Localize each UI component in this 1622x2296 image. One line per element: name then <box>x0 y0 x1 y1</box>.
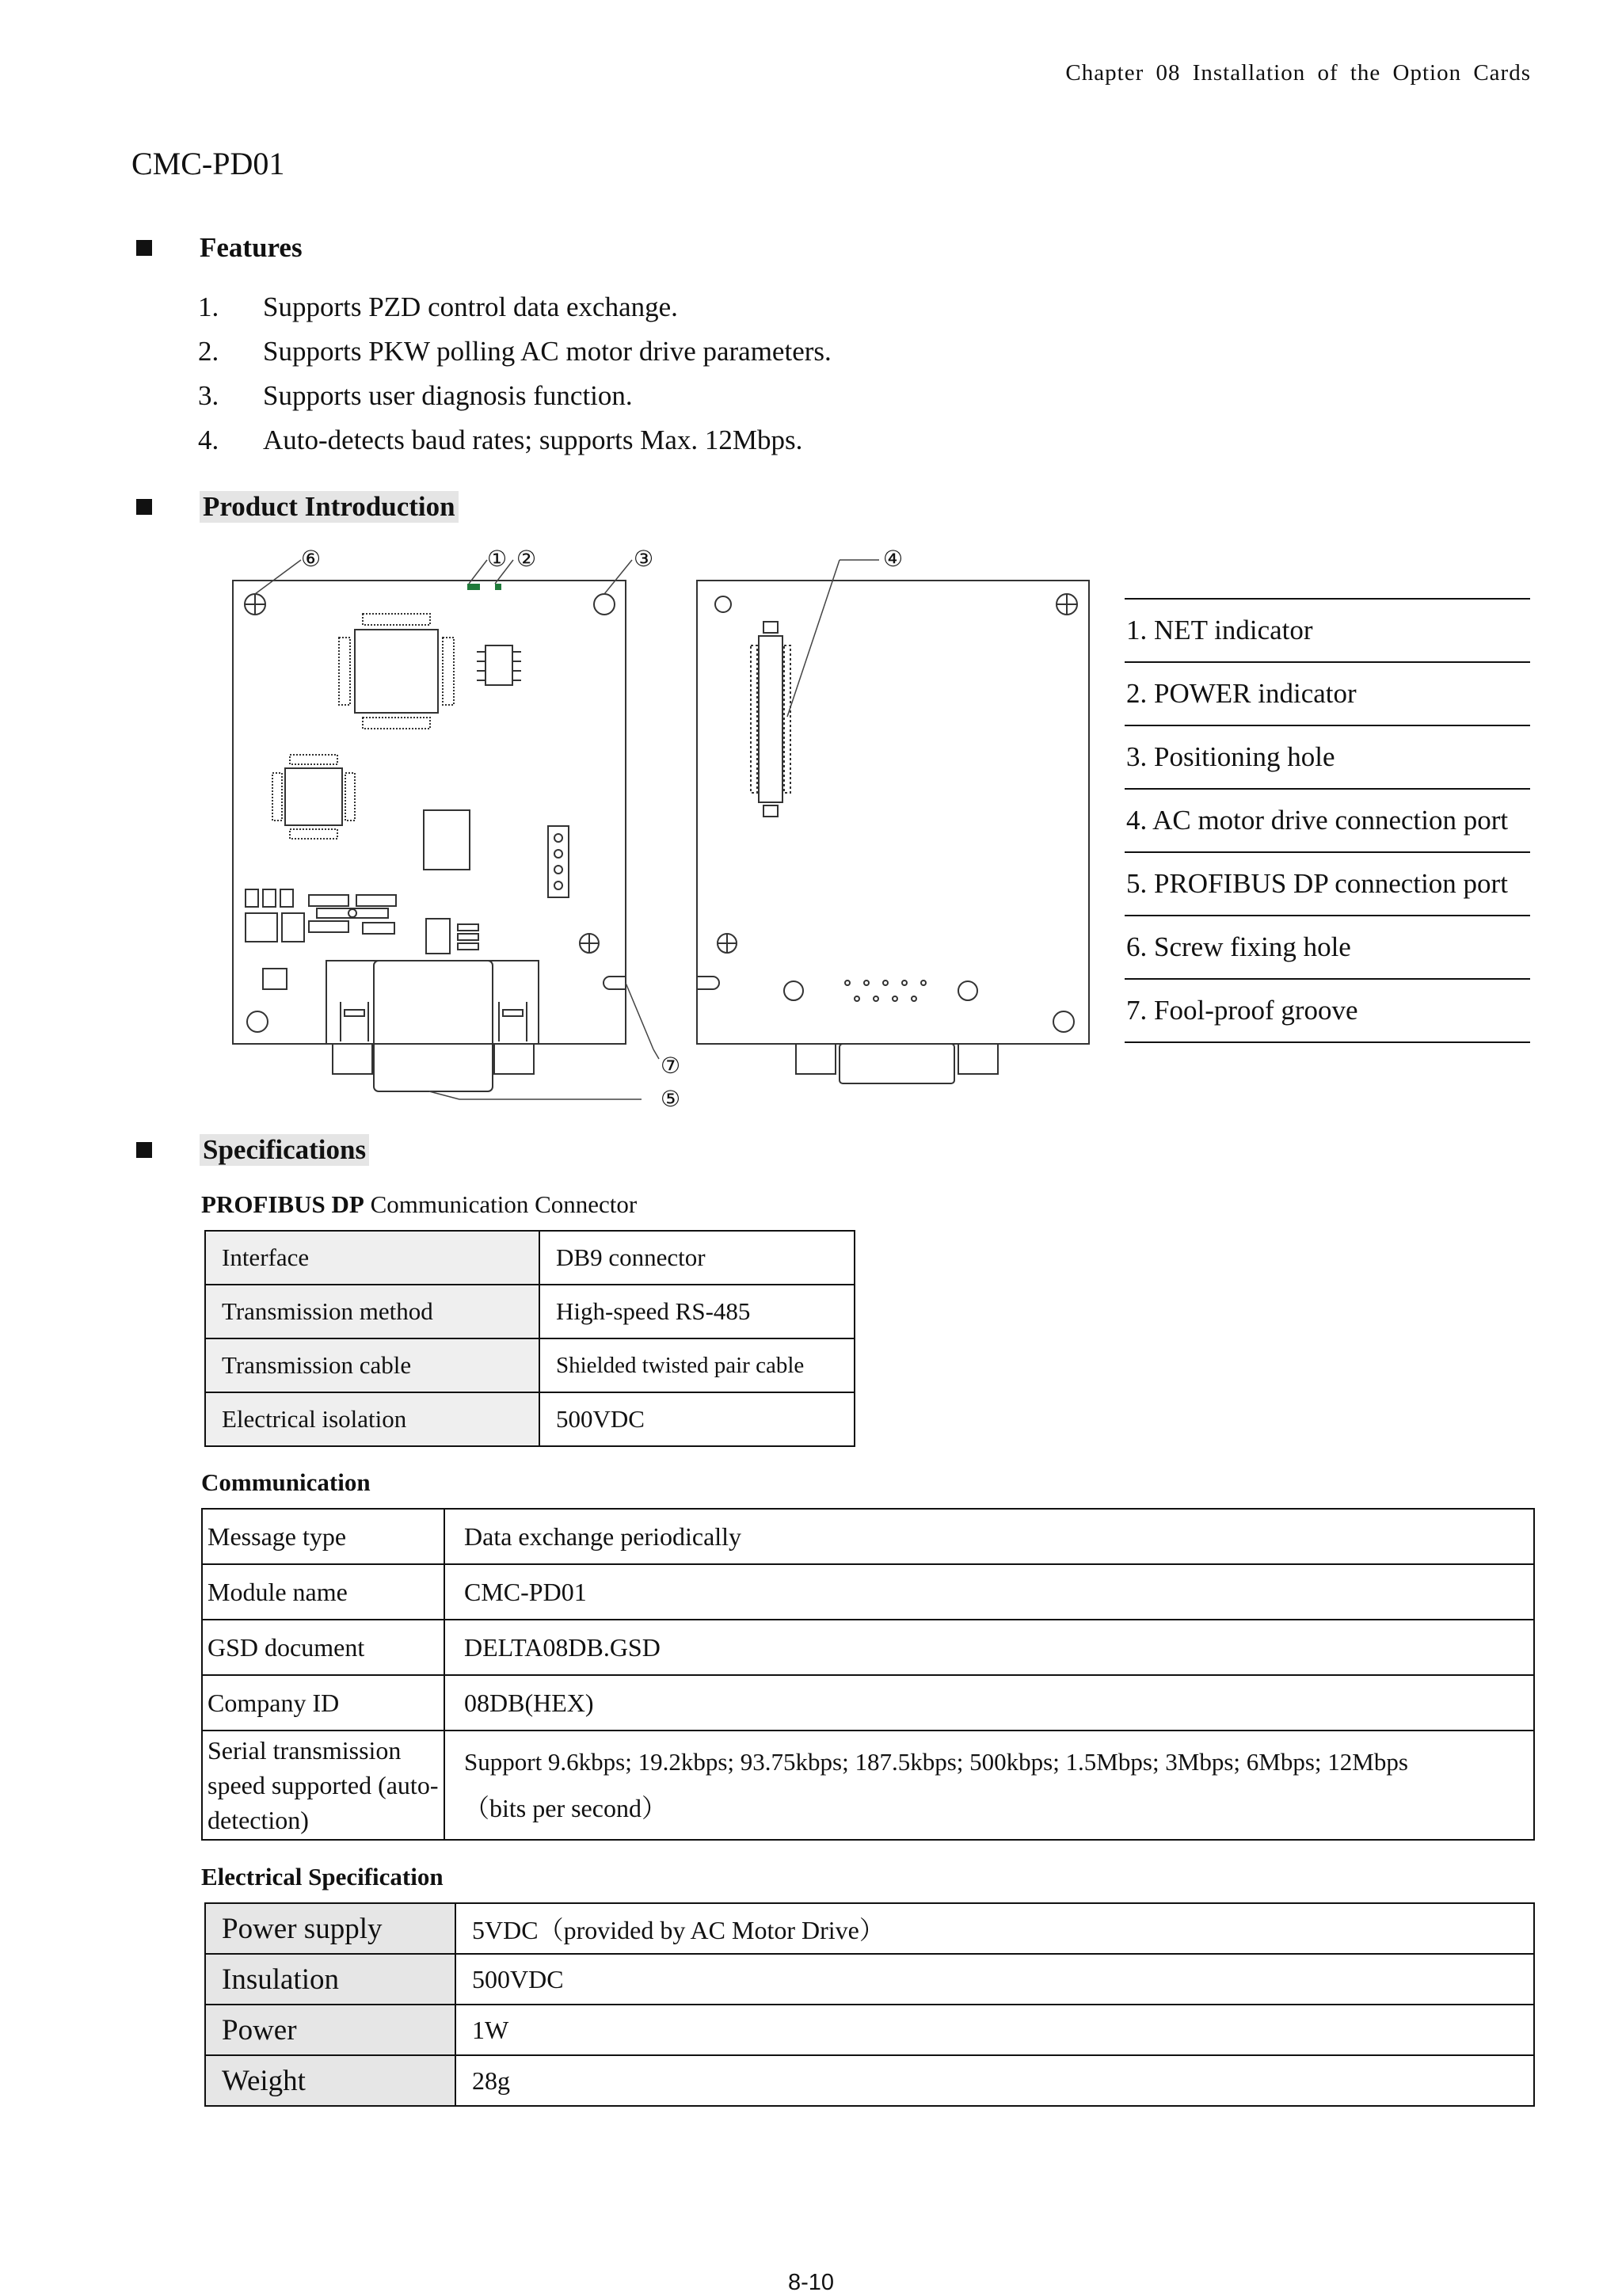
legend-item: 3. Positioning hole <box>1125 726 1530 790</box>
electrical-table-title: Electrical Specification <box>201 1863 444 1890</box>
table-value: 28g <box>455 2055 1534 2106</box>
legend-item: 4. AC motor drive connection port <box>1125 790 1530 853</box>
features-heading <box>136 232 303 264</box>
list-item <box>198 418 832 463</box>
specifications-heading <box>136 1134 369 1166</box>
table-value: DB9 connector <box>539 1231 855 1285</box>
component-legend <box>1125 598 1530 1043</box>
hole-icon <box>247 1011 268 1032</box>
screw-hole-icon <box>1057 594 1077 615</box>
callout-3: ③ <box>634 546 654 572</box>
ac-drive-connector-icon <box>751 622 790 817</box>
board-diagram <box>222 543 1109 1113</box>
table-key: Module name <box>202 1564 444 1620</box>
callout-2: ② <box>516 546 537 572</box>
left-board-outline <box>233 581 626 1044</box>
net-indicator-led <box>467 584 480 590</box>
table-row <box>205 1954 1534 2005</box>
table-row <box>205 1903 1534 1954</box>
square-bullet-icon <box>136 240 152 256</box>
item-number: 2. <box>198 336 219 367</box>
table-key: Serial transmission speed supported (auto-detection) <box>202 1731 444 1840</box>
table-row <box>202 1564 1534 1620</box>
legend-item: 6. Screw fixing hole <box>1125 916 1530 980</box>
leader-lines <box>255 560 879 1099</box>
square-bullet-icon <box>136 499 152 515</box>
table-row <box>202 1675 1534 1731</box>
table-key: Electrical isolation <box>205 1392 539 1446</box>
item-number: 1. <box>198 291 219 322</box>
communication-table <box>201 1508 1535 1841</box>
table-value: 08DB(HEX) <box>444 1675 1534 1731</box>
table-row <box>205 1338 855 1392</box>
table-row <box>205 1231 855 1285</box>
callout-5: ⑤ <box>661 1086 681 1112</box>
legend-item: 1. NET indicator <box>1125 600 1530 663</box>
electrical-table <box>204 1902 1535 2107</box>
product-intro-heading <box>136 491 459 523</box>
hole-icon <box>1053 1011 1074 1032</box>
right-board-outline <box>697 581 1089 1044</box>
list-item <box>198 329 832 374</box>
table-value: CMC-PD01 <box>444 1564 1534 1620</box>
fool-proof-groove-icon <box>603 977 626 989</box>
serial-speed-line: Support 9.6kbps; 19.2kbps; 93.75kbps; 187.5kbps; 500kbps; 1.5Mbps; 3Mbps; 6Mbps; 12Mbps <box>464 1748 1408 1776</box>
table-key: GSD document <box>202 1620 444 1675</box>
connector-title-rest: Communication Connector <box>364 1190 638 1218</box>
legend-item: 2. POWER indicator <box>1125 663 1530 726</box>
table-row <box>205 1285 855 1338</box>
specifications-heading-text: Specifications <box>200 1134 369 1166</box>
table-value: 5VDC（provided by AC Motor Drive） <box>455 1903 1534 1954</box>
table-key: Company ID <box>202 1675 444 1731</box>
features-list <box>198 285 832 463</box>
item-text: Auto-detects baud rates; supports Max. 12Mbps. <box>263 425 803 455</box>
chapter-header: Chapter 08 Installation of the Option Cards <box>1065 60 1531 86</box>
table-row <box>202 1731 1534 1840</box>
item-number: 3. <box>198 380 219 411</box>
connector-table-title <box>201 1190 637 1219</box>
chip-icon <box>272 755 355 839</box>
screw-hole-icon <box>245 594 265 615</box>
callout-7: ⑦ <box>661 1053 681 1079</box>
db9-connector-icon <box>326 961 539 1091</box>
product-intro-heading-text: Product Introduction <box>200 491 459 523</box>
table-key: Insulation <box>205 1954 455 2005</box>
connector-title-bold: PROFIBUS DP <box>201 1190 364 1218</box>
table-row <box>202 1509 1534 1564</box>
fool-proof-groove-icon <box>697 977 719 989</box>
item-text: Supports PKW polling AC motor drive parameters. <box>263 336 832 367</box>
table-row <box>205 1392 855 1446</box>
table-value: 1W <box>455 2005 1534 2055</box>
table-key: Interface <box>205 1231 539 1285</box>
table-value: DELTA08DB.GSD <box>444 1620 1534 1675</box>
callout-6: ⑥ <box>301 546 322 572</box>
callout-4: ④ <box>883 546 904 572</box>
table-row <box>205 2005 1534 2055</box>
item-text: Supports user diagnosis function. <box>263 380 633 411</box>
model-title: CMC-PD01 <box>131 146 285 181</box>
table-key: Weight <box>205 2055 455 2106</box>
table-value <box>444 1731 1534 1840</box>
table-key: Transmission cable <box>205 1338 539 1392</box>
hole-icon <box>784 981 803 1000</box>
components-icon <box>246 889 478 989</box>
connector-table <box>204 1230 855 1447</box>
hole-icon <box>958 981 977 1000</box>
chip-icon <box>339 614 454 729</box>
screw-hole-icon <box>718 934 737 953</box>
callout-1: ① <box>487 546 508 572</box>
ic-icon <box>477 645 521 685</box>
db9-connector-icon <box>796 1044 998 1083</box>
screw-hole-icon <box>580 934 599 953</box>
component-icon <box>424 810 470 870</box>
table-key: Message type <box>202 1509 444 1564</box>
legend-item: 5. PROFIBUS DP connection port <box>1125 853 1530 916</box>
table-value: Shielded twisted pair cable <box>539 1338 855 1392</box>
features-heading-text: Features <box>200 232 303 263</box>
list-item <box>198 285 832 329</box>
positioning-hole-icon <box>715 596 731 612</box>
square-bullet-icon <box>136 1142 152 1158</box>
table-key: Transmission method <box>205 1285 539 1338</box>
db9-pins-icon <box>845 980 926 1001</box>
list-item <box>198 374 832 418</box>
positioning-hole-icon <box>594 594 615 615</box>
table-key: Power <box>205 2005 455 2055</box>
power-indicator-led <box>495 584 501 590</box>
table-key: Power supply <box>205 1903 455 1954</box>
communication-table-title: Communication <box>201 1468 371 1496</box>
table-value: Data exchange periodically <box>444 1509 1534 1564</box>
legend-item: 7. Fool-proof groove <box>1125 980 1530 1043</box>
table-row <box>202 1620 1534 1675</box>
item-number: 4. <box>198 425 219 455</box>
serial-speed-note: （bits per second） <box>464 1794 667 1822</box>
table-row <box>205 2055 1534 2106</box>
table-value: 500VDC <box>455 1954 1534 2005</box>
table-value: 500VDC <box>539 1392 855 1446</box>
pin-connector-icon <box>548 826 569 897</box>
item-text: Supports PZD control data exchange. <box>263 291 678 322</box>
page-number: 8-10 <box>787 2270 835 2295</box>
table-value: High-speed RS-485 <box>539 1285 855 1338</box>
